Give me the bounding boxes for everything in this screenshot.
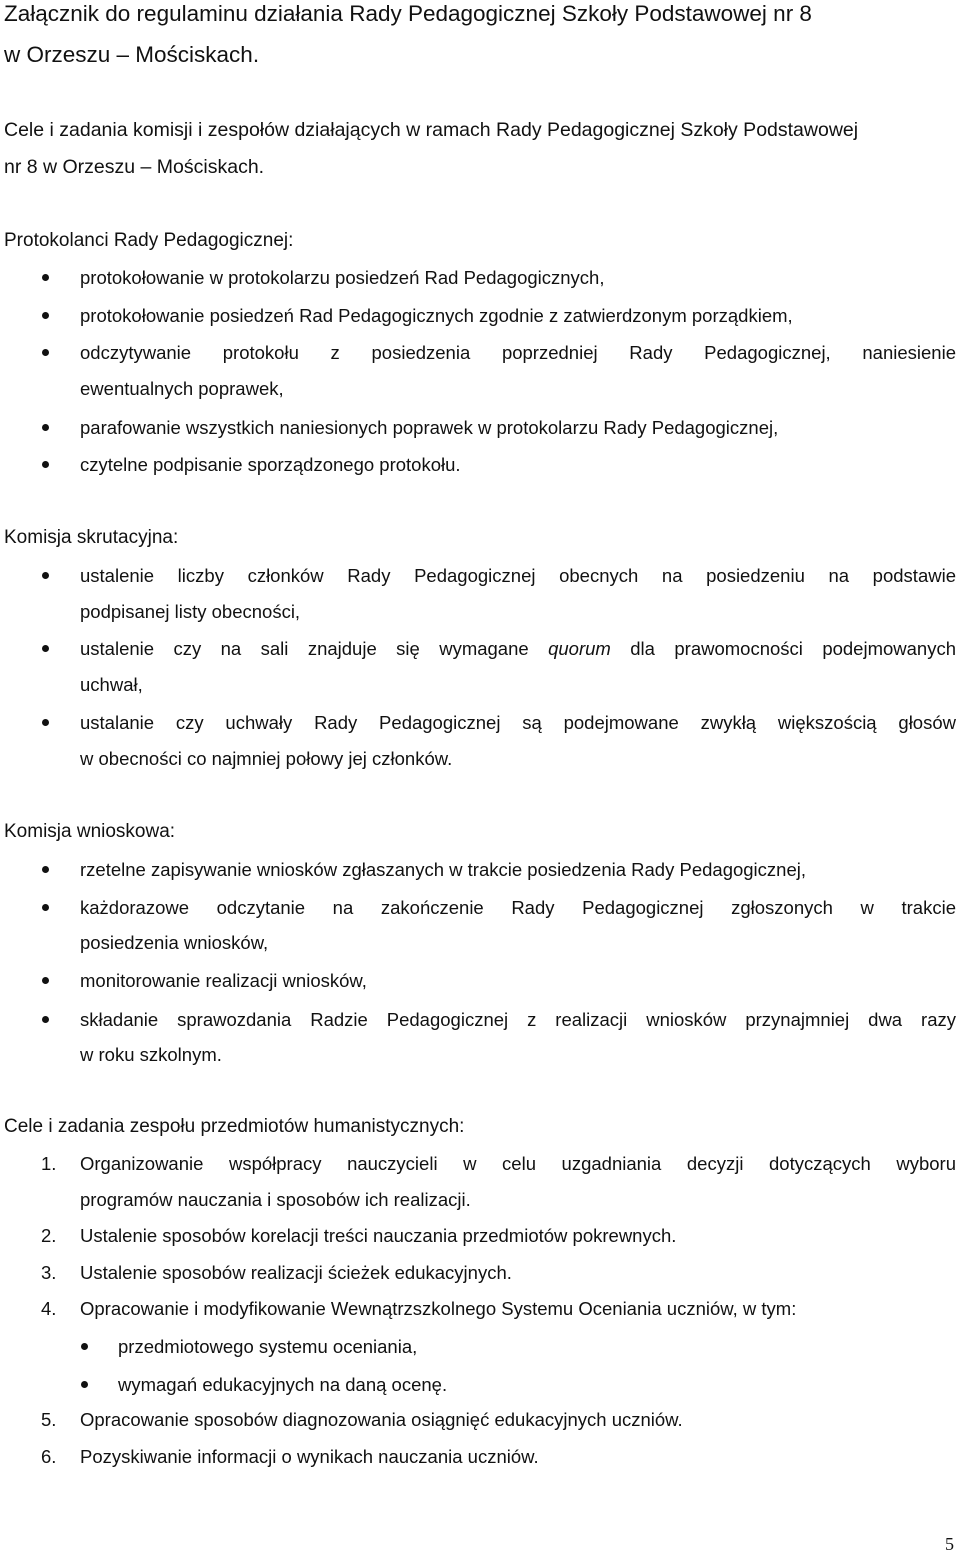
- numbered-item-text: Pozyskiwanie informacji o wynikach nauczania uczniów.: [80, 1446, 539, 1467]
- document-title-line-1: Załącznik do regulaminu działania Rady Pedagogicznej Szkoły Podstawowej nr 8: [4, 1, 812, 26]
- document-subtitle-line-1: Cele i zadania komisji i zespołów działających w ramach Rady Pedagogicznej Szkoły Podstawowej: [4, 119, 859, 141]
- bullet-icon: [42, 1016, 49, 1023]
- bullet-icon: [42, 719, 49, 726]
- bullet-icon: [42, 461, 49, 468]
- quorum-term: quorum: [548, 638, 611, 659]
- bullet-icon: [42, 424, 49, 431]
- item-number: 5.: [41, 1409, 57, 1430]
- list-item-text: każdorazowe odczytanie na zakończenie Rady Pedagogicznej zgłoszonych w trakcie: [80, 897, 956, 918]
- numbered-item-text: Ustalenie sposobów realizacji ścieżek edukacyjnych.: [80, 1262, 512, 1283]
- bullet-icon: [42, 274, 49, 281]
- numbered-item-text: Organizowanie współpracy nauczycieli w celu uzgadniania decyzji dotyczących wyboru: [80, 1153, 956, 1174]
- bullet-icon: [42, 349, 49, 356]
- item-number: 2.: [41, 1225, 57, 1246]
- list-item-text-continuation: podpisanej listy obecności,: [80, 601, 301, 622]
- numbered-item-text: Opracowanie i modyfikowanie Wewnątrzszkolnego Systemu Oceniania uczniów, w tym:: [80, 1298, 797, 1319]
- numbered-item-text: Opracowanie sposobów diagnozowania osiągnięć edukacyjnych uczniów.: [80, 1409, 683, 1430]
- list-item-text: odczytywanie protokołu z posiedzenia poprzedniej Rady Pedagogicznej, naniesienie: [80, 342, 956, 363]
- section-heading-skrutacyjna: Komisja skrutacyjna:: [4, 527, 179, 548]
- bullet-icon: [42, 312, 49, 319]
- list-item-text: ustalenie liczby członków Rady Pedagogicznej obecnych na posiedzeniu na podstawie: [80, 565, 956, 586]
- list-item-text: ustalanie czy uchwały Rady Pedagogicznej są podejmowane zwykłą większością głosów: [80, 712, 956, 733]
- list-item-text: protokołowanie posiedzeń Rad Pedagogicznych zgodnie z zatwierdzonym porządkiem,: [80, 305, 793, 326]
- list-item-text: składanie sprawozdania Radzie Pedagogicznej z realizacji wniosków przynajmniej dwa razy: [80, 1009, 956, 1030]
- section-heading-wnioskowa: Komisja wnioskowa:: [4, 821, 176, 842]
- page-number: 5: [945, 1534, 954, 1554]
- bullet-icon: [42, 977, 49, 984]
- item-number: 1.: [41, 1153, 57, 1174]
- item-number: 6.: [41, 1446, 57, 1467]
- list-item-text: protokołowanie w protokolarzu posiedzeń Rad Pedagogicznych,: [80, 267, 605, 288]
- list-item-text-continuation: ewentualnych poprawek,: [80, 378, 284, 399]
- item-number: 3.: [41, 1262, 57, 1283]
- bullet-icon: [42, 645, 49, 652]
- list-item-text-continuation: uchwał,: [80, 674, 143, 695]
- list-item-text: [80, 637, 956, 661]
- document-title-line-2: w Orzeszu – Mościskach.: [4, 42, 260, 67]
- list-item-text-continuation: posiedzenia wniosków,: [80, 932, 269, 953]
- bullet-icon: [42, 904, 49, 911]
- numbered-item-text-continuation: programów nauczania i sposobów ich realizacji.: [80, 1189, 471, 1210]
- list-item-text-part: dla prawomocności podejmowanych: [630, 638, 957, 659]
- list-item-text: rzetelne zapisywanie wniosków zgłaszanych w trakcie posiedzenia Rady Pedagogicznej,: [80, 859, 806, 880]
- section-heading-protokolanci: Protokolanci Rady Pedagogicznej:: [4, 230, 294, 251]
- numbered-item-text: Ustalenie sposobów korelacji treści nauczania przedmiotów pokrewnych.: [80, 1225, 677, 1246]
- bullet-icon: [42, 866, 49, 873]
- bullet-icon: [81, 1343, 88, 1350]
- list-item-text: parafowanie wszystkich naniesionych poprawek w protokolarzu Rady Pedagogicznej,: [80, 417, 779, 438]
- item-number: 4.: [41, 1298, 57, 1319]
- bullet-icon: [42, 572, 49, 579]
- section-heading-humanistyczny: Cele i zadania zespołu przedmiotów humanistycznych:: [4, 1116, 465, 1137]
- bullet-icon: [81, 1381, 88, 1388]
- list-item-text: monitorowanie realizacji wniosków,: [80, 970, 367, 991]
- list-item-text-part: ustalenie czy na sali znajduje się wymagane: [80, 638, 529, 659]
- sub-list-item-text: przedmiotowego systemu oceniania,: [118, 1336, 418, 1357]
- list-item-text-continuation: w roku szkolnym.: [80, 1044, 222, 1065]
- list-item-text-continuation: w obecności co najmniej połowy jej członków.: [80, 748, 453, 769]
- document-subtitle-line-2: nr 8 w Orzeszu – Mościskach.: [4, 156, 265, 178]
- list-item-text: czytelne podpisanie sporządzonego protokołu.: [80, 454, 461, 475]
- sub-list-item-text: wymagań edukacyjnych na daną ocenę.: [118, 1374, 448, 1395]
